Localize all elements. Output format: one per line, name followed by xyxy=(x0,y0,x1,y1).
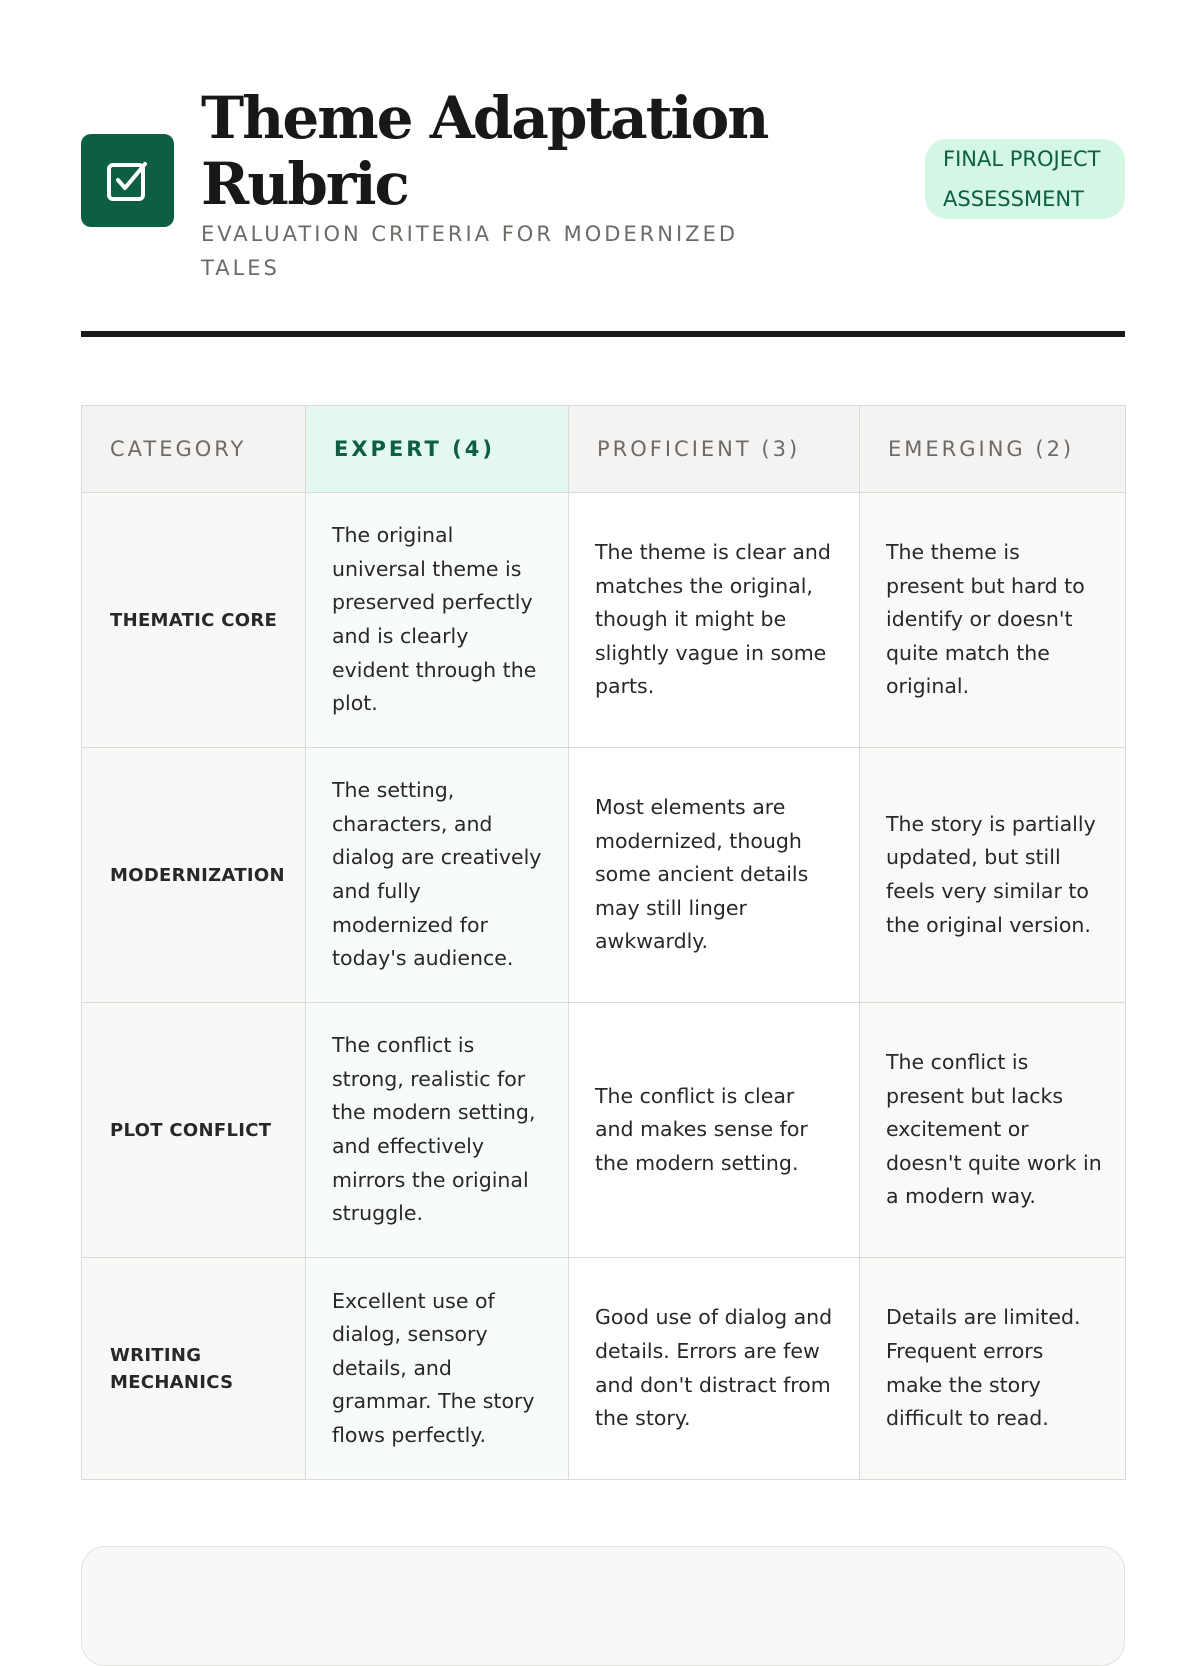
table-header-row xyxy=(82,406,1126,493)
table-row xyxy=(82,493,1126,748)
header-divider xyxy=(81,331,1125,337)
emerging-cell: Details are limited. Frequent errors make the story difficult to read. xyxy=(860,1258,1126,1480)
column-header-category: CATEGORY xyxy=(82,406,306,493)
table-row xyxy=(82,1003,1126,1258)
column-header-emerging: EMERGING (2) xyxy=(860,406,1126,493)
category-cell: PLOT CONFLICT xyxy=(82,1003,306,1258)
proficient-cell: The theme is clear and matches the original, though it might be slightly vague in some parts. xyxy=(569,493,860,748)
proficient-cell: Good use of dialog and details. Errors are few and don't distract from the story. xyxy=(569,1258,860,1480)
expert-cell: Excellent use of dialog, sensory details, and grammar. The story flows perfectly. xyxy=(306,1258,569,1480)
page-subtitle: EVALUATION CRITERIA FOR MODERNIZED TALES xyxy=(201,222,739,280)
category-cell: THEMATIC CORE xyxy=(82,493,306,748)
table-row xyxy=(82,748,1126,1003)
category-cell: WRITING MECHANICS xyxy=(82,1258,306,1480)
emerging-cell: The story is partially updated, but still feels very similar to the original version. xyxy=(860,748,1126,1003)
rubric-table xyxy=(81,405,1126,1480)
page-title: Theme Adaptation Rubric xyxy=(201,84,768,218)
column-header-expert: EXPERT (4) xyxy=(306,406,569,493)
assessment-badge: FINAL PROJECT ASSESSMENT xyxy=(925,139,1125,219)
emerging-cell: The theme is present but hard to identify or doesn't quite match the original. xyxy=(860,493,1126,748)
proficient-cell: Most elements are modernized, though some ancient details may still linger awkwardly. xyxy=(569,748,860,1003)
expert-cell: The setting, characters, and dialog are creatively and fully modernized for today's audience. xyxy=(306,748,569,1003)
notes-panel xyxy=(81,1546,1125,1666)
emerging-cell: The conflict is present but lacks excitement or doesn't quite work in a modern way. xyxy=(860,1003,1126,1258)
title-block xyxy=(201,85,898,285)
checkbox-icon xyxy=(81,134,174,227)
expert-cell: The conflict is strong, realistic for the modern setting, and effectively mirrors the original struggle. xyxy=(306,1003,569,1258)
rubric-header xyxy=(81,85,1125,285)
expert-cell: The original universal theme is preserved perfectly and is clearly evident through the plot. xyxy=(306,493,569,748)
table-row xyxy=(82,1258,1126,1480)
rubric-page xyxy=(81,85,1125,1666)
category-cell: MODERNIZATION xyxy=(82,748,306,1003)
column-header-proficient: PROFICIENT (3) xyxy=(569,406,860,493)
proficient-cell: The conflict is clear and makes sense for the modern setting. xyxy=(569,1003,860,1258)
